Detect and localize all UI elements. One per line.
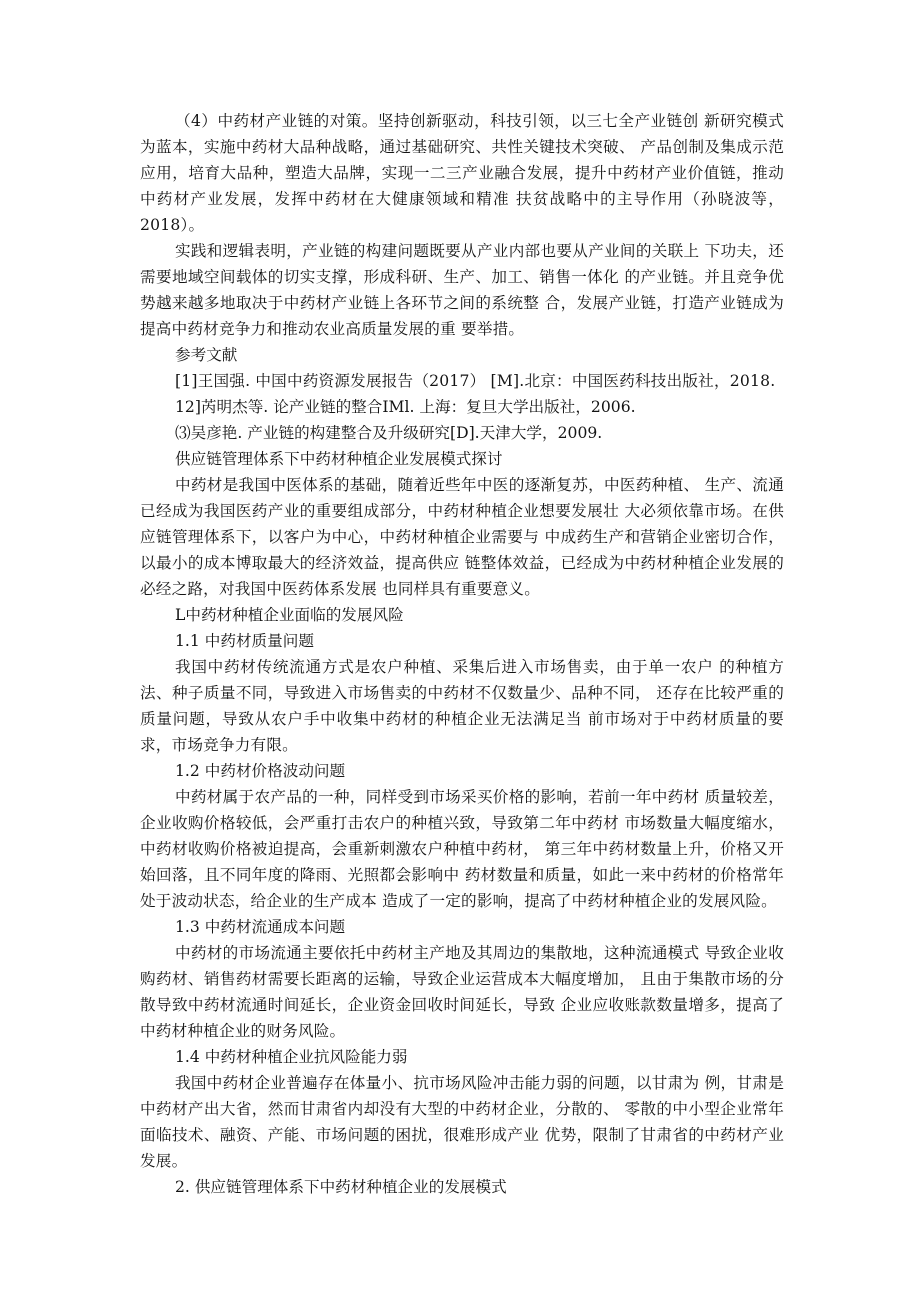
paragraph-practice-and-logic: 实践和逻辑表明，产业链的构建问题既要从产业内部也要从产业间的关联上 下功夫，还需要地域空间载体的切实支撑，形成科研、生产、加工、销售一体化 的产业链。并且竞争优势越来越多地取决于中药材产业链上各环节之间的系统整 合，发展产业链，打造产业链成为提高中药材竞争力和推动农业高质量发展的重 要举措。 [140,242,784,338]
reference-item-1: [1]王国强. 中国中药资源发展报告（2017） [M].北京：中国医药科技出版社，2018. [175,372,776,390]
subsection-heading-circulation-cost: 1.3 中药材流通成本问题 [175,918,346,936]
section-heading-development-model: 2. 供应链管理体系下中药材种植企业的发展模式 [175,1178,507,1196]
article-title: 供应链管理体系下中药材种植企业发展模式探讨 [175,450,503,468]
paragraph-circulation-cost: 中药材的市场流通主要依托中药材主产地及其周边的集散地，这种流通模式 导致企业收购药材、销售药材需要长距离的运输，导致企业运营成本大幅度增加， 且由于集散市场的分散导致中药材流通时间延长，企业资金回收时间延长，导致 企业应收账款数量增多，提高了中药材种植企业的财务风险。 [140,944,784,1040]
subsection-heading-price: 1.2 中药材价格波动问题 [175,762,346,780]
paragraph-price: 中药材属于农产品的一种，同样受到市场采买价格的影响，若前一年中药材 质量较差，企业收购价格较低，会严重打击农户的种植兴致，导致第二年中药材 市场数量大幅度缩水，中药材收购价格被迫提高，会重新刺激农户种植中药材， 第三年中药材数量上升，价格又开始回落，且不同年度的降雨、光照都会影响中 药材数量和质量，如此一来中药材的价格常年处于波动状态，给企业的生产成本 造成了一定的影响，提高了中药材种植企业的发展风险。 [140,788,784,910]
references-heading: 参考文献 [175,346,238,364]
paragraph-quality: 我国中药材传统流通方式是农户种植、采集后进入市场售卖，由于单一农户 的种植方法、种子质量不同，导致进入市场售卖的中药材不仅数量少、品种不同， 还存在比较严重的质量问题，导致从农户手中收集中药材的种植企业无法满足当 前市场对于中药材质量的要求，市场竞争力有限。 [140,658,784,754]
paragraph-introduction: 中药材是我国中医体系的基础，随着近些年中医的逐渐复苏，中医药种植、 生产、流通已经成为我国医药产业的重要组成部分，中药材种植企业想要发展壮 大必须依靠市场。在供应链管理体系下，以客户为中心，中药材种植企业需要与 中成药生产和营销企业密切合作，以最小的成本博取最大的经济效益，提高供应 链整体效益，已经成为中药材种植企业发展的必经之路，对我国中医药体系发展 也同样具有重要意义。 [140,476,784,598]
reference-item-2: 12]芮明杰等. 论产业链的整合IMl. 上海：复旦大学出版社，2006. [175,398,636,416]
subsection-heading-quality: 1.1 中药材质量问题 [175,632,314,650]
paragraph-risk-resistance: 我国中药材企业普遍存在体量小、抗市场风险冲击能力弱的问题，以甘肃为 例，甘肃是中药材产出大省，然而甘肃省内却没有大型的中药材企业，分散的、 零散的中小型企业常年面临技术、融资、产能、市场问题的困扰，很难形成产业 优势，限制了甘肃省的中药材产业发展。 [140,1074,784,1170]
reference-item-3: ⑶吴彦艳. 产业链的构建整合及升级研究[D].天津大学，2009. [175,424,603,442]
subsection-heading-risk-resistance: 1.4 中药材种植企业抗风险能力弱 [175,1048,408,1066]
section-heading-risks: L中药材种植企业面临的发展风险 [175,606,404,624]
document-page [140,108,784,1200]
paragraph-industry-chain-countermeasures: （4）中药材产业链的对策。坚持创新驱动，科技引领，以三七全产业链创 新研究模式为蓝本，实施中药材大品种战略，通过基础研究、共性关键技术突破、 产品创制及集成示范应用，培育大品种，塑造大品牌，实现一二三产业融合发展，提升中药材产业价值链，推动中药材产业发展，发挥中药材在大健康领域和精准 扶贫战略中的主导作用（孙晓波等，2018）。 [140,112,784,234]
